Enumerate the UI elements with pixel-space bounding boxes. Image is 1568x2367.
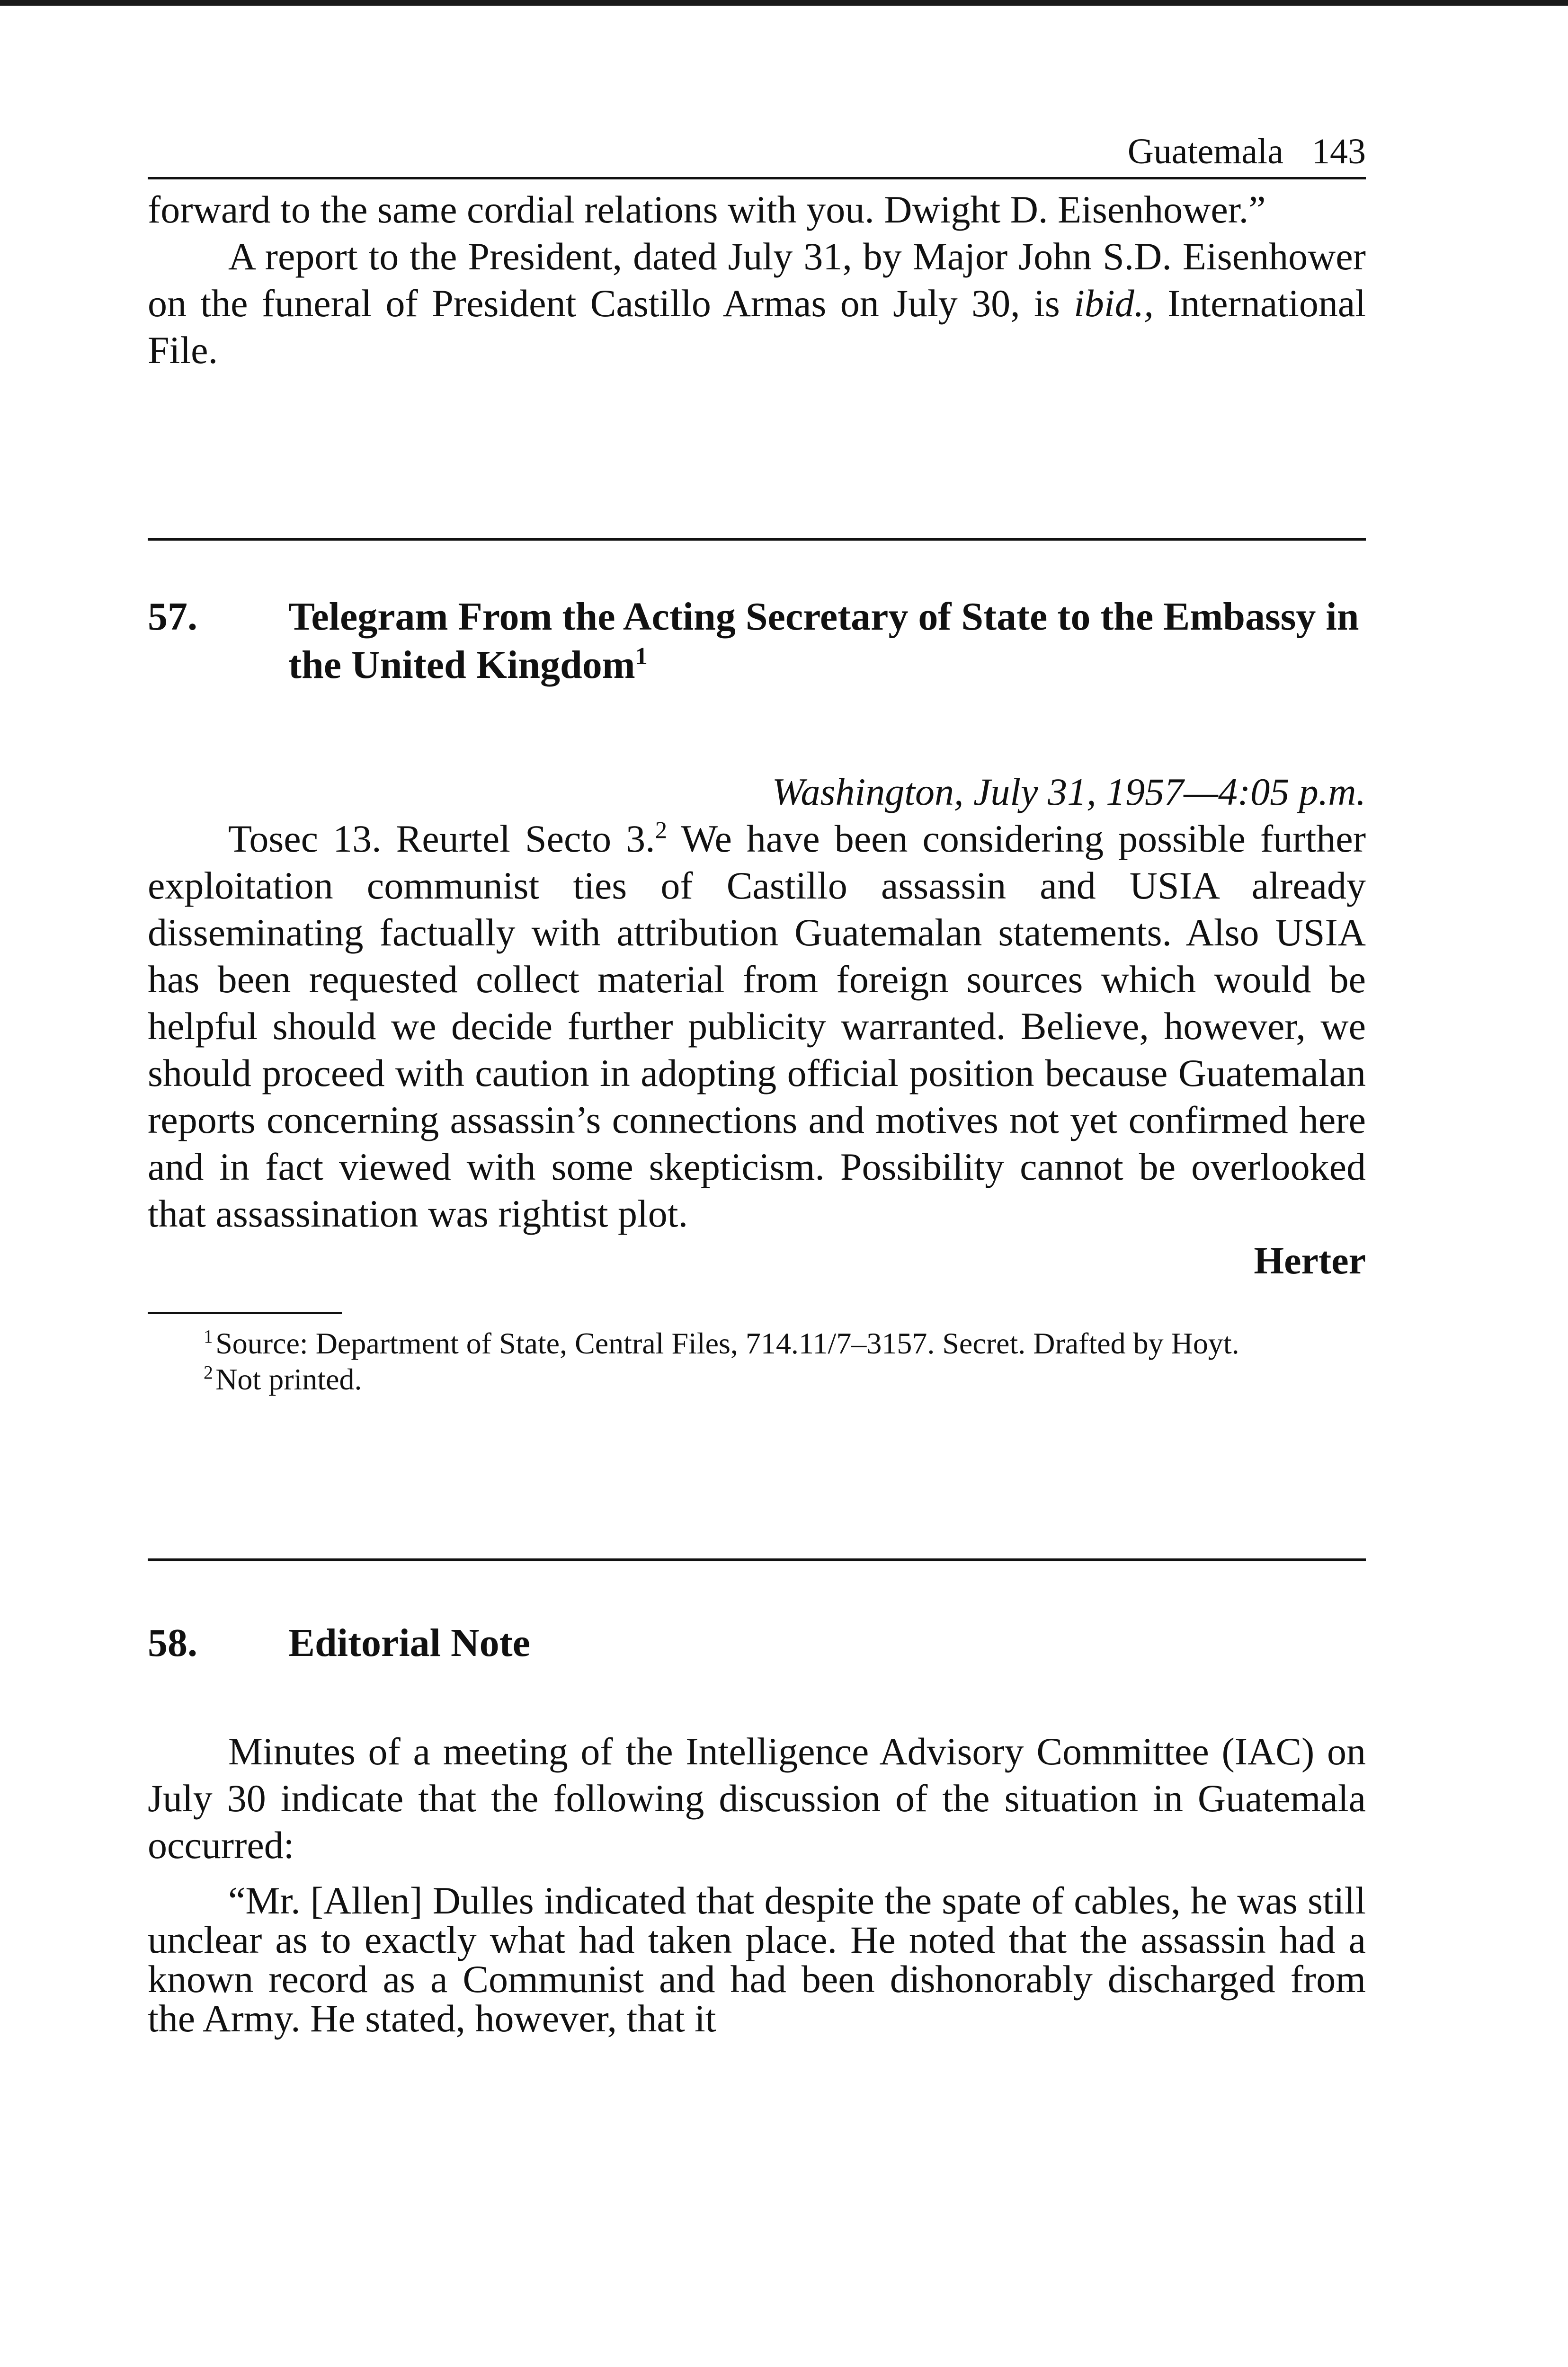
- quoted-minutes: “Mr. [Allen] Dulles indicated that despite the spate of cables, he was still unclear as to exactly what had taken place. He noted that the assassin had a known record as a Communist and had been dishonorably discharged from the Army. He stated, however, that it: [148, 1879, 1366, 2040]
- dateline: Washington, July 31, 1957—4:05 p.m.: [772, 770, 1366, 813]
- document-heading-58: [148, 1619, 1366, 1667]
- scan-edge-bar: [0, 0, 1568, 6]
- running-header: [148, 118, 1366, 179]
- page-number: 143: [1312, 132, 1366, 171]
- section-rule: [148, 538, 1366, 541]
- footnote-1: $^1$ Source: Department of State, Central Files, 714.11/7–3157. Secret. Drafted by Hoyt.: [204, 1326, 1239, 1360]
- header-section: Guatemala: [1127, 132, 1283, 171]
- signer: Herter: [1254, 1239, 1366, 1282]
- document-title: Telegram From the Acting Secretary of State to the Embassy in the United Kingdom$^1$: [288, 595, 1359, 687]
- editorial-paragraph: Minutes of a meeting of the Intelligence Advisory Committee (IAC) on July 30 indicate that the following discussion of the situation in Guatemala occurred:: [148, 1730, 1366, 1867]
- intro-paragraph-2: A report to the President, dated July 31, by Major John S.D. Eisenhower on the funeral of President Castillo Armas on July 30, is ibid., International File.: [148, 235, 1366, 372]
- footnote-ref: 2: [655, 817, 668, 844]
- document-number: 57.: [148, 595, 197, 639]
- page: [148, 118, 1366, 2038]
- footnote-rule: [148, 1312, 342, 1314]
- document-number: 58.: [148, 1621, 197, 1665]
- telegram-body: Tosec 13. Reurtel Secto 3.$^2$ We have been considering possible further exploitation communist ties of Castillo assassin and USIA already disseminating factually with attribution Guatemalan statements. Also USIA has been requested collect material from foreign sources which would be helpful should we decide further publicity warranted. Believe, however, we should proceed with caution in adopting official position because Guatemalan reports concerning assassin’s connections and motives not yet confirmed here and in fact viewed with some skepticism. Possibility cannot be overlooked that assassination was rightist plot.: [148, 817, 1366, 1235]
- document-heading-57: [148, 593, 1366, 689]
- intro-paragraph-1: forward to the same cordial relations with you. Dwight D. Eisenhower.”: [148, 188, 1266, 231]
- section-rule: [148, 1558, 1366, 1561]
- footnote-2: $^2$ Not printed.: [204, 1362, 362, 1396]
- document-title: Editorial Note: [288, 1621, 530, 1665]
- ibid-italic: ibid.,: [1074, 282, 1154, 325]
- footnote-ref: 1: [635, 643, 648, 670]
